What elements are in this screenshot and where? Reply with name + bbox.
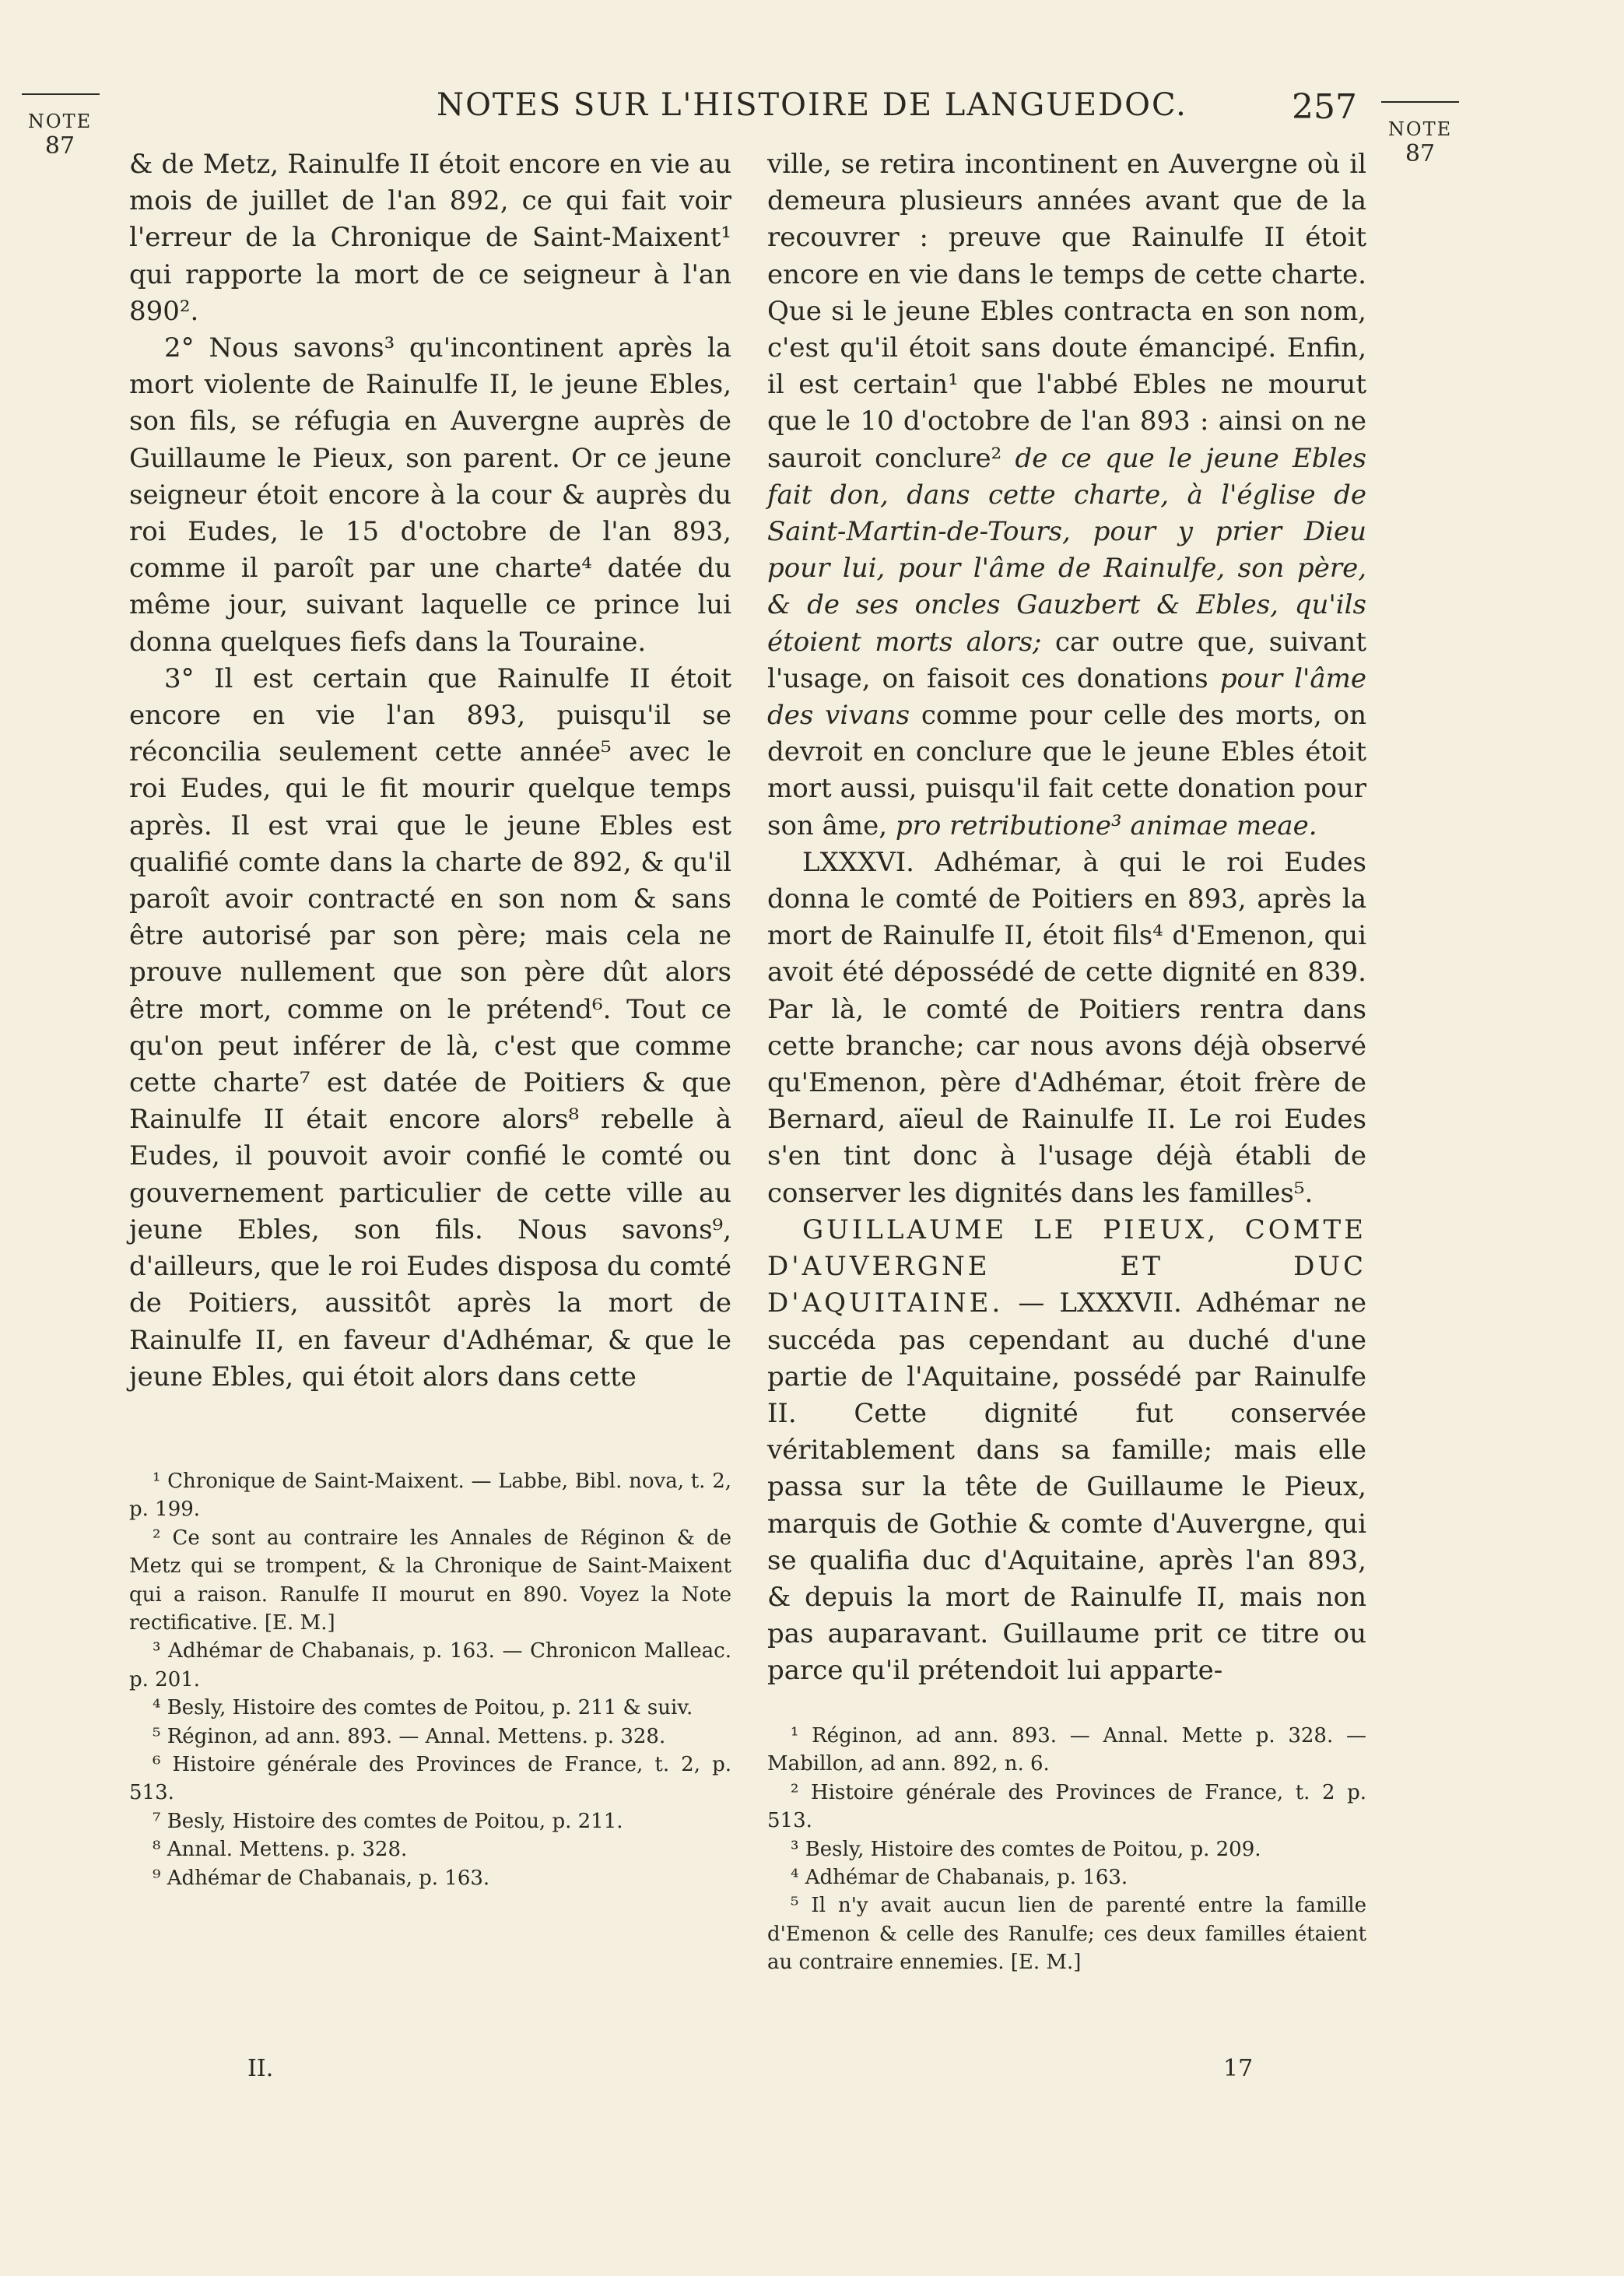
paragraph bbox=[767, 146, 1366, 845]
footnote: ⁴ Adhémar de Chabanais, p. 163. bbox=[791, 1866, 1128, 1890]
footnote: ⁵ Réginon, ad ann. 893. — Annal. Mettens. p. 328. bbox=[153, 1724, 666, 1748]
running-head: NOTES SUR L'HISTOIRE DE LANGUEDOC. bbox=[437, 87, 1187, 123]
margin-note-right-number: 87 bbox=[1405, 140, 1436, 167]
footnote: ¹ Réginon, ad ann. 893. — Annal. Mette p. 328. — Mabillon, ad ann. 892, n. 6. bbox=[767, 1724, 1366, 1776]
margin-note-rule-right bbox=[1381, 101, 1459, 103]
footnote: ³ Besly, Histoire des comtes de Poitou, p. 209. bbox=[791, 1837, 1261, 1861]
text-run: comme pour celle des morts, on devroit en conclure que le jeune Ebles étoit mort aussi, puisqu'il fait cette donation pour son âme, bbox=[767, 700, 1366, 841]
footnotes-left bbox=[129, 1467, 731, 1892]
footnote: ⁹ Adhémar de Chabanais, p. 163. bbox=[153, 1866, 490, 1890]
footnotes-right bbox=[767, 1722, 1366, 1977]
footnote: ⁶ Histoire générale des Provinces de France, t. 2, p. 513. bbox=[129, 1753, 731, 1805]
footnote: ³ Adhémar de Chabanais, p. 163. — Chronicon Malleac. p. 201. bbox=[129, 1639, 731, 1691]
paragraph: & de Metz, Rainulfe II étoit encore en vie au mois de juillet de l'an 892, ce qui fait voir l'erreur de la Chronique de Saint-Maixent¹ qui rapporte la mort de ce seigneur à l'an 890². bbox=[129, 149, 731, 327]
footnote: ¹ Chronique de Saint-Maixent. — Labbe, Bibl. nova, t. 2, p. 199. bbox=[129, 1470, 731, 1522]
margin-note-right bbox=[1377, 118, 1463, 167]
italic-run: pour l'âme des vivans bbox=[767, 662, 1367, 732]
paragraph: 2° Nous savons³ qu'incontinent après la mort violente de Rainulfe II, le jeune Ebles, son fils, se réfugia en Auvergne auprès de Guillaume le Pieux, son parent. Or ce jeune seigneur étoit encore à la cour & auprès du roi Eudes, le 15 d'octobre de l'an 893, comme il paroît par une charte⁴ datée du même jour, suivant laquelle ce prince lui donna quelques fiefs dans la Touraine. bbox=[129, 332, 731, 658]
footnote: ⁸ Annal. Mettens. p. 328. bbox=[153, 1838, 408, 1862]
text-run: car outre que, suivant l'usage, on faisoit ces donations bbox=[767, 626, 1366, 694]
italic-run: pro retributione³ animae meae. bbox=[895, 810, 1317, 841]
footnote: ⁴ Besly, Histoire des comtes de Poitou, p. 211 & suiv. bbox=[153, 1696, 693, 1720]
signature-right: 17 bbox=[1223, 2055, 1254, 2082]
right-column bbox=[767, 146, 1366, 1690]
margin-note-left bbox=[17, 111, 103, 160]
signature-left: II. bbox=[247, 2055, 274, 2082]
margin-note-right-label: NOTE bbox=[1387, 118, 1453, 140]
footnote: ⁷ Besly, Histoire des comtes de Poitou, p. 211. bbox=[153, 1809, 623, 1833]
text-run: ville, se retira incontinent en Auvergne où il demeura plusieurs années avant que de la recouvrer : preuve que Rainulfe II étoit encore en vie dans le temps de cette charte. Que si le jeune Ebles contracta en son nom, c'est qu'il étoit sans doute émancipé. Enfin, il est certain¹ que l'abbé Ebles ne mourut que le 10 d'octobre de l'an 893 : ainsi on ne sauroit conclure² bbox=[767, 149, 1366, 474]
margin-note-rule-left bbox=[22, 93, 100, 95]
paragraph bbox=[767, 1212, 1366, 1690]
italic-run: de ce que le jeune Ebles fait don, dans cette charte, à l'église de Saint-Martin-de-Tours, pour y prier Dieu pour lui, pour l'âme de Rainulfe, son père, & de ses oncles Gauzbert & Ebles, qu'ils étoient morts alors; bbox=[767, 442, 1366, 658]
footnote: ⁵ Il n'y avait aucun lien de parenté entre la famille d'Emenon & celle des Ranulfe; ces deux familles étaient au contraire ennemies. [E. M.] bbox=[767, 1894, 1366, 1975]
text-run: — LXXXVII. Adhémar ne succéda pas cependant au duché d'une partie de l'Aquitaine, possédé par Rainulfe II. Cette dignité fut conservée véritablement dans sa famille; mais elle passa sur la tête de Guillaume le Pieux, marquis de Gothie & comte d'Auvergne, qui se qualifia duc d'Aquitaine, après l'an 893, & depuis la mort de Rainulfe II, mais non pas auparavant. Guillaume prit ce titre ou parce qu'il prétendoit lui apparte- bbox=[767, 1287, 1366, 1687]
left-column bbox=[129, 146, 731, 1396]
margin-note-left-label: NOTE bbox=[27, 111, 93, 132]
paragraph: 3° Il est certain que Rainulfe II étoit encore en vie l'an 893, puisqu'il se réconcilia seulement cette année⁵ avec le roi Eudes, qui le fit mourir quelque temps après. Il est vrai que le jeune Ebles est qualifié comte dans la charte de 892, & qu'il paroît avoir contracté en son nom & sans être autorisé par son père; mais cela ne prouve nullement que son père dût alors être mort, comme on le prétend⁶. Tout ce qu'on peut inférer de là, c'est que comme cette charte⁷ est datée de Poitiers & que Rainulfe II était encore alors⁸ rebelle à Eudes, il pouvoit avoir confié le comté ou gouvernement particulier de cette ville au jeune Ebles, son fils. Nous savons⁹, d'ailleurs, que le roi Eudes disposa du comté de Poitiers, aussitôt après la mort de Rainulfe II, en faveur d'Adhémar, & que le jeune Ebles, qui étoit alors dans cette bbox=[129, 662, 731, 1393]
paragraph: LXXXVI. Adhémar, à qui le roi Eudes donna le comté de Poitiers en 893, après la mort de Rainulfe II, étoit fils⁴ d'Emenon, qui avoit été dépossédé de cette dignité en 839. Par là, le comté de Poitiers rentra dans cette branche; car nous avons déjà observé qu'Emenon, père d'Adhémar, étoit frère de Bernard, aïeul de Rainulfe II. Le roi Eudes s'en tint donc à l'usage déjà établi de conserver les dignités dans les familles⁵. bbox=[767, 846, 1366, 1209]
page-number: 257 bbox=[1292, 87, 1357, 127]
footnote: ² Histoire générale des Provinces de France, t. 2 p. 513. bbox=[767, 1780, 1366, 1833]
section-heading: GUILLAUME LE PIEUX, COMTE D'AUVERGNE ET DUC D'AQUITAINE. bbox=[767, 1214, 1366, 1319]
footnote: ² Ce sont au contraire les Annales de Réginon & de Metz qui se trompent, & la Chronique de Saint-Maixent qui a raison. Ranulfe II mourut en 890. Voyez la Note rectificative. [E. M.] bbox=[129, 1526, 731, 1635]
margin-note-left-number: 87 bbox=[44, 132, 75, 160]
